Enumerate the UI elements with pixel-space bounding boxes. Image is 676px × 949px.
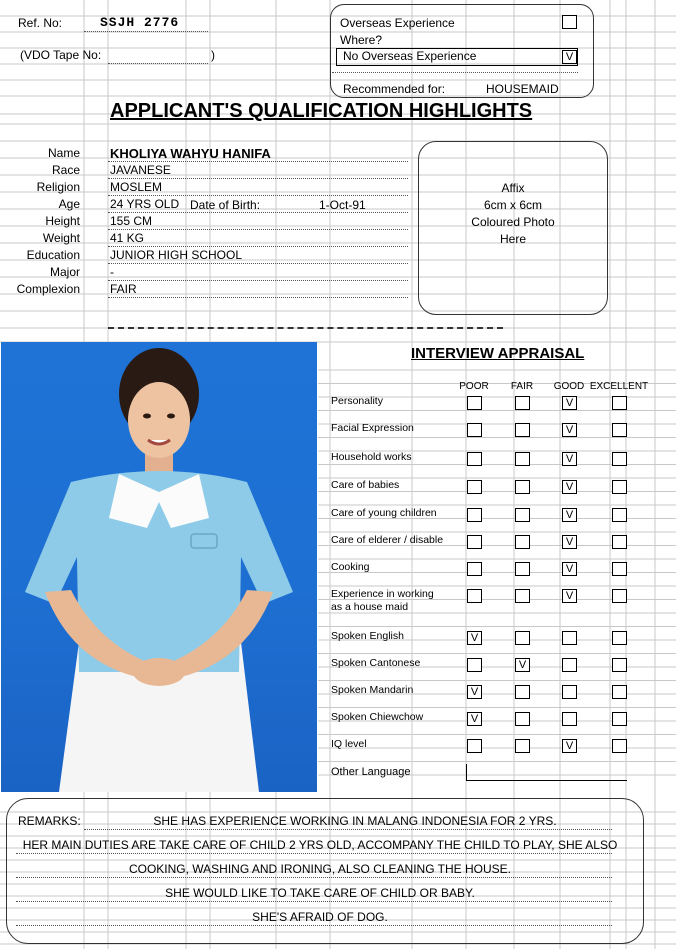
race-label: Race	[51, 163, 80, 177]
age-value: 24 YRS OLD	[110, 197, 180, 211]
appraisal-checkbox-excellent[interactable]	[612, 712, 627, 726]
appraisal-row-label: Spoken Cantonese	[331, 657, 421, 669]
appraisal-checkbox-excellent[interactable]	[612, 535, 627, 549]
education-underline	[108, 263, 408, 264]
complexion-label: Complexion	[16, 282, 80, 296]
remark-line: SHE WOULD LIKE TO TAKE CARE OF CHILD OR BABY.	[165, 886, 475, 900]
appraisal-checkbox-excellent[interactable]	[612, 452, 627, 466]
education-value: JUNIOR HIGH SCHOOL	[110, 248, 243, 262]
appraisal-checkbox-fair[interactable]	[515, 739, 530, 753]
appraisal-checkbox-fair[interactable]	[515, 631, 530, 645]
height-value: 155 CM	[110, 214, 153, 228]
remark-line: SHE'S AFRAID OF DOG.	[252, 910, 388, 924]
no-overseas-row-box	[336, 48, 578, 66]
appraisal-checkbox-fair[interactable]	[515, 685, 530, 699]
appraisal-checkbox-poor[interactable]	[467, 589, 482, 603]
name-value: KHOLIYA WAHYU HANIFA	[110, 146, 271, 161]
appraisal-checkbox-poor[interactable]	[467, 480, 482, 494]
appraisal-checkbox-good[interactable]	[562, 631, 577, 645]
appraisal-row-label-line2: as a house maid	[331, 601, 409, 613]
appraisal-row-label: Cooking	[331, 561, 370, 573]
remark-underline	[16, 877, 612, 878]
appraisal-title: INTERVIEW APPRAISAL	[411, 345, 585, 362]
page-title: APPLICANT'S QUALIFICATION HIGHLIGHTS	[110, 100, 533, 122]
religion-value: MOSLEM	[110, 180, 163, 194]
vdo-label: (VDO Tape No:	[20, 48, 102, 62]
appraisal-row-label: Facial Expression	[331, 422, 414, 434]
appraisal-header-fair: FAIR	[510, 381, 534, 392]
appraisal-checkbox-good[interactable]: V	[562, 508, 577, 522]
education-label: Education	[26, 248, 80, 262]
appraisal-checkbox-good[interactable]: V	[562, 589, 577, 603]
appraisal-checkbox-excellent[interactable]	[612, 562, 627, 576]
appraisal-row-label: Spoken English	[331, 630, 404, 642]
appraisal-checkbox-good[interactable]: V	[562, 480, 577, 494]
race-value: JAVANESE	[110, 163, 171, 177]
remark-line: SHE HAS EXPERIENCE WORKING IN MALANG INDONESIA FOR 2 YRS.	[153, 814, 557, 828]
appraisal-checkbox-excellent[interactable]	[612, 658, 627, 672]
affix-line-2: 6cm x 6cm	[483, 198, 542, 212]
appraisal-row-label: Care of elderer / disable	[331, 534, 444, 546]
recommended-value: HOUSEMAID	[486, 82, 559, 96]
remark-underline	[16, 853, 612, 854]
appraisal-checkbox-poor[interactable]	[467, 562, 482, 576]
ref-number: SSJH 2776	[100, 15, 180, 30]
dob-label: Date of Birth:	[190, 198, 261, 212]
overseas-experience-label: Overseas Experience	[340, 16, 455, 30]
appraisal-checkbox-good[interactable]	[562, 685, 577, 699]
appraisal-row-label: Personality	[331, 395, 383, 407]
dob-value: 1-Oct-91	[319, 198, 366, 212]
appraisal-checkbox-good[interactable]: V	[562, 562, 577, 576]
ref-label: Ref. No:	[18, 16, 63, 30]
appraisal-checkbox-excellent[interactable]	[612, 739, 627, 753]
appraisal-header-poor: POOR	[459, 381, 489, 392]
other-language-field[interactable]	[466, 764, 627, 781]
appraisal-row-label: Care of babies	[331, 479, 400, 491]
appraisal-checkbox-fair[interactable]	[515, 589, 530, 603]
appraisal-checkbox-poor[interactable]	[467, 396, 482, 410]
affix-line-4: Here	[499, 232, 526, 246]
no-overseas-checkbox[interactable]: V	[562, 50, 577, 64]
appraisal-checkbox-excellent[interactable]	[612, 508, 627, 522]
appraisal-row-label: Care of young children	[331, 507, 437, 519]
height-label: Height	[45, 214, 80, 228]
race-underline	[108, 178, 408, 179]
appraisal-checkbox-good[interactable]: V	[562, 535, 577, 549]
religion-label: Religion	[36, 180, 80, 194]
remark-line: COOKING, WASHING AND IRONING, ALSO CLEANING THE HOUSE.	[128, 862, 512, 876]
appraisal-checkbox-poor[interactable]: V	[467, 685, 482, 699]
remark-line: HER MAIN DUTIES ARE TAKE CARE OF CHILD 2 YRS OLD, ACCOMPANY THE CHILD TO PLAY, SHE ALSO	[22, 838, 618, 852]
where-label: Where?	[340, 33, 383, 47]
appraisal-checkbox-good[interactable]: V	[562, 452, 577, 466]
appraisal-row-label: Spoken Chiewchow	[331, 711, 424, 723]
appraisal-checkbox-fair[interactable]	[515, 508, 530, 522]
overseas-experience-checkbox[interactable]	[562, 15, 577, 29]
complexion-value: FAIR	[110, 282, 137, 296]
appraisal-checkbox-fair[interactable]	[515, 562, 530, 576]
age-underline	[108, 212, 408, 213]
appraisal-checkbox-poor[interactable]	[467, 508, 482, 522]
height-underline	[108, 229, 408, 230]
no-overseas-label: No Overseas Experience	[343, 49, 477, 63]
appraisal-checkbox-fair[interactable]	[515, 396, 530, 410]
recommended-label: Recommended for:	[343, 82, 446, 96]
remarks-label: REMARKS:	[18, 814, 81, 828]
appraisal-checkbox-poor[interactable]	[467, 739, 482, 753]
appraisal-checkbox-good[interactable]	[562, 658, 577, 672]
appraisal-checkbox-excellent[interactable]	[612, 589, 627, 603]
appraisal-checkbox-poor[interactable]: V	[467, 712, 482, 726]
appraisal-checkbox-excellent[interactable]	[612, 631, 627, 645]
weight-underline	[108, 246, 408, 247]
appraisal-checkbox-good[interactable]: V	[562, 423, 577, 437]
appraisal-checkbox-excellent[interactable]	[612, 480, 627, 494]
vdo-underline	[108, 63, 208, 64]
name-underline	[108, 161, 408, 162]
appraisal-checkbox-poor[interactable]	[467, 423, 482, 437]
weight-label: Weight	[42, 231, 80, 245]
appraisal-checkbox-poor[interactable]	[467, 535, 482, 549]
appraisal-checkbox-excellent[interactable]	[612, 396, 627, 410]
affix-line-3: Coloured Photo	[471, 215, 555, 229]
affix-line-1: Affix	[501, 181, 525, 195]
major-value: -	[110, 265, 114, 279]
appraisal-checkbox-fair[interactable]	[515, 452, 530, 466]
weight-value: 41 KG	[110, 231, 145, 245]
other-language-label: Other Language	[331, 766, 411, 778]
ref-underline	[84, 31, 208, 32]
overseas-divider	[332, 72, 578, 73]
appraisal-row-label: IQ level	[331, 738, 367, 750]
remark-underline	[16, 901, 612, 902]
applicant-photo	[1, 342, 317, 792]
appraisal-checkbox-poor[interactable]	[467, 658, 482, 672]
appraisal-checkbox-excellent[interactable]	[612, 685, 627, 699]
appraisal-checkbox-fair[interactable]: V	[515, 658, 530, 672]
religion-underline	[108, 195, 408, 196]
name-label: Name	[47, 146, 80, 160]
appraisal-checkbox-poor[interactable]	[467, 452, 482, 466]
major-label: Major	[49, 265, 80, 279]
appraisal-checkbox-fair[interactable]	[515, 480, 530, 494]
appraisal-checkbox-excellent[interactable]	[612, 423, 627, 437]
appraisal-checkbox-good[interactable]	[562, 712, 577, 726]
remark-underline	[16, 925, 612, 926]
appraisal-header-excellent: EXCELLENT	[589, 381, 649, 392]
remark-underline	[84, 829, 612, 830]
appraisal-header-good: GOOD	[553, 381, 585, 392]
appraisal-checkbox-poor[interactable]: V	[467, 631, 482, 645]
complexion-underline	[108, 297, 408, 298]
appraisal-row-label: Household works	[331, 451, 412, 463]
appraisal-row-label: Spoken Mandarin	[331, 684, 414, 696]
age-label: Age	[58, 197, 80, 211]
appraisal-checkbox-fair[interactable]	[515, 535, 530, 549]
appraisal-checkbox-good[interactable]: V	[562, 396, 577, 410]
vdo-close: )	[211, 48, 215, 62]
appraisal-checkbox-good[interactable]: V	[562, 739, 577, 753]
details-bottom-dashed	[108, 327, 503, 329]
major-underline	[108, 280, 408, 281]
appraisal-checkbox-fair[interactable]	[515, 712, 530, 726]
appraisal-row-label: Experience in working	[331, 588, 434, 600]
appraisal-checkbox-fair[interactable]	[515, 423, 530, 437]
